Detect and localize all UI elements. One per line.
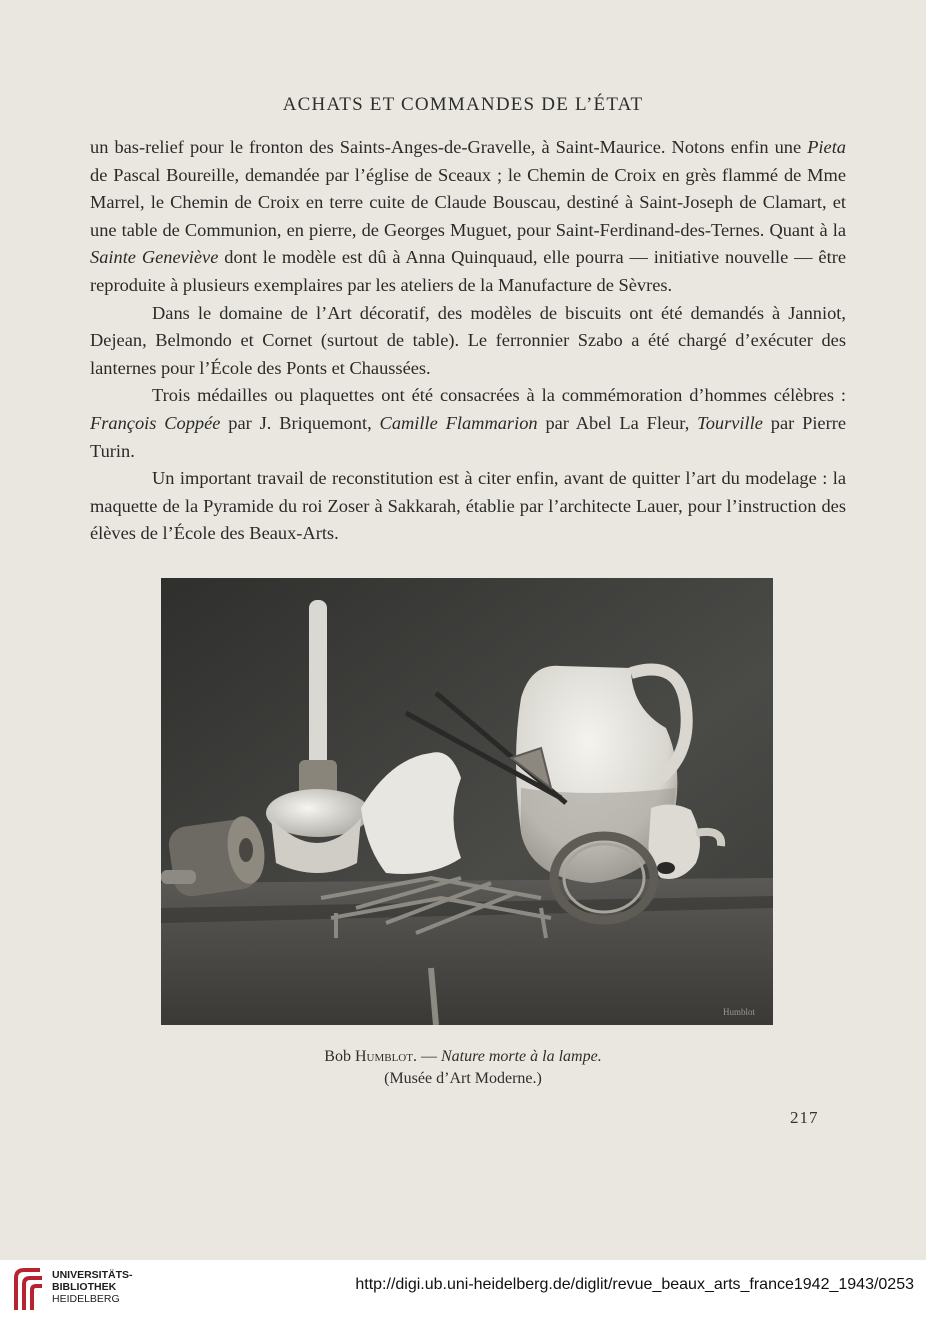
caption-line-1 [0, 1046, 926, 1068]
plate-caption [0, 1046, 926, 1090]
italic-title: Pieta [807, 137, 846, 157]
italic-title: Sainte Geneviève [90, 247, 219, 268]
text-run: dont le modèle est dû à Anna Quinquaud, elle pourra — initiative nouvelle — être reproduite à plusieurs exemplaires par les ateliers de la Manufacture de Sèvres. [90, 247, 846, 295]
paragraph-2: Dans le domaine de l’Art décoratif, des modèles de biscuits ont été demandés à Janniot, Dejean, Belmondo et Cornet (surtout de table). Le ferronnier Szabo a été chargé d’exécuter des lanternes pour l’École des Ponts et Chaussées. [90, 302, 846, 378]
still-life-painting-plate [161, 578, 773, 1025]
artwork-title: Nature morte à la lampe. [440, 1048, 602, 1065]
text-run: Trois médailles ou plaquettes ont été consacrées à la commémoration d’hommes célèbres : [152, 385, 846, 406]
paragraph-1 [90, 134, 846, 300]
text-run: un bas-relief pour le fronton des Saints-Anges-de-Gravelle, à Saint-Maurice. Notons enfin une [90, 137, 808, 157]
running-head: ACHATS ET COMMANDES DE L’ÉTAT [282, 94, 644, 115]
text-run: de Pascal Boureille, demandée par l’église de Sceaux ; le Chemin de Croix en grès flammé de Mme Marrel, le Chemin de Croix en terre cuite de Claude Bouscau, destiné à Saint-Joseph de Clamart, et une table de Communion, en pierre, de Georges Muguet, pour Saint-Ferdinand-des-Ternes. Quant à la [90, 164, 846, 240]
italic-title: François Coppée [90, 412, 221, 433]
caption-location: (Musée d’Art Moderne.) [384, 1070, 542, 1087]
painter-signature: Humblot [723, 1007, 756, 1017]
artist-last-name: Humblot. [354, 1048, 417, 1065]
article-body [90, 134, 846, 548]
library-name-line-1: UNIVERSITÄTS- [52, 1269, 133, 1281]
library-name-line-3: HEIDELBERG [52, 1293, 120, 1305]
digitization-footer [0, 1260, 926, 1320]
text-run: par Pierre Turin. [90, 412, 847, 461]
page-number: 217 [790, 1108, 819, 1127]
permalink-url[interactable]: http://digi.ub.uni-heidelberg.de/diglit/revue_beaux_arts_france1942_1943/0253 [355, 1276, 914, 1293]
italic-title: Tourville [697, 412, 763, 433]
italic-title: Camille Flammarion [379, 412, 538, 433]
paragraph-3 [90, 382, 846, 465]
paragraph-4: Un important travail de reconstitution est à citer enfin, avant de quitter l’art du modelage : la maquette de la Pyramide du roi Zoser à Sakkarah, établie par l’architecte Lauer, pour l’instruction des élèves de l’École des Beaux-Arts. [90, 468, 846, 544]
text-run: par Abel La Fleur, [537, 412, 698, 433]
library-name-line-2: BIBLIOTHEK [52, 1281, 117, 1293]
library-name [52, 1269, 133, 1305]
caption-dash: — [416, 1048, 441, 1065]
university-library-logo-icon [12, 1264, 46, 1314]
still-life-illustration [161, 578, 773, 1025]
text-run: par J. Briquemont, [220, 412, 380, 433]
artist-first-name: Bob [324, 1048, 355, 1065]
